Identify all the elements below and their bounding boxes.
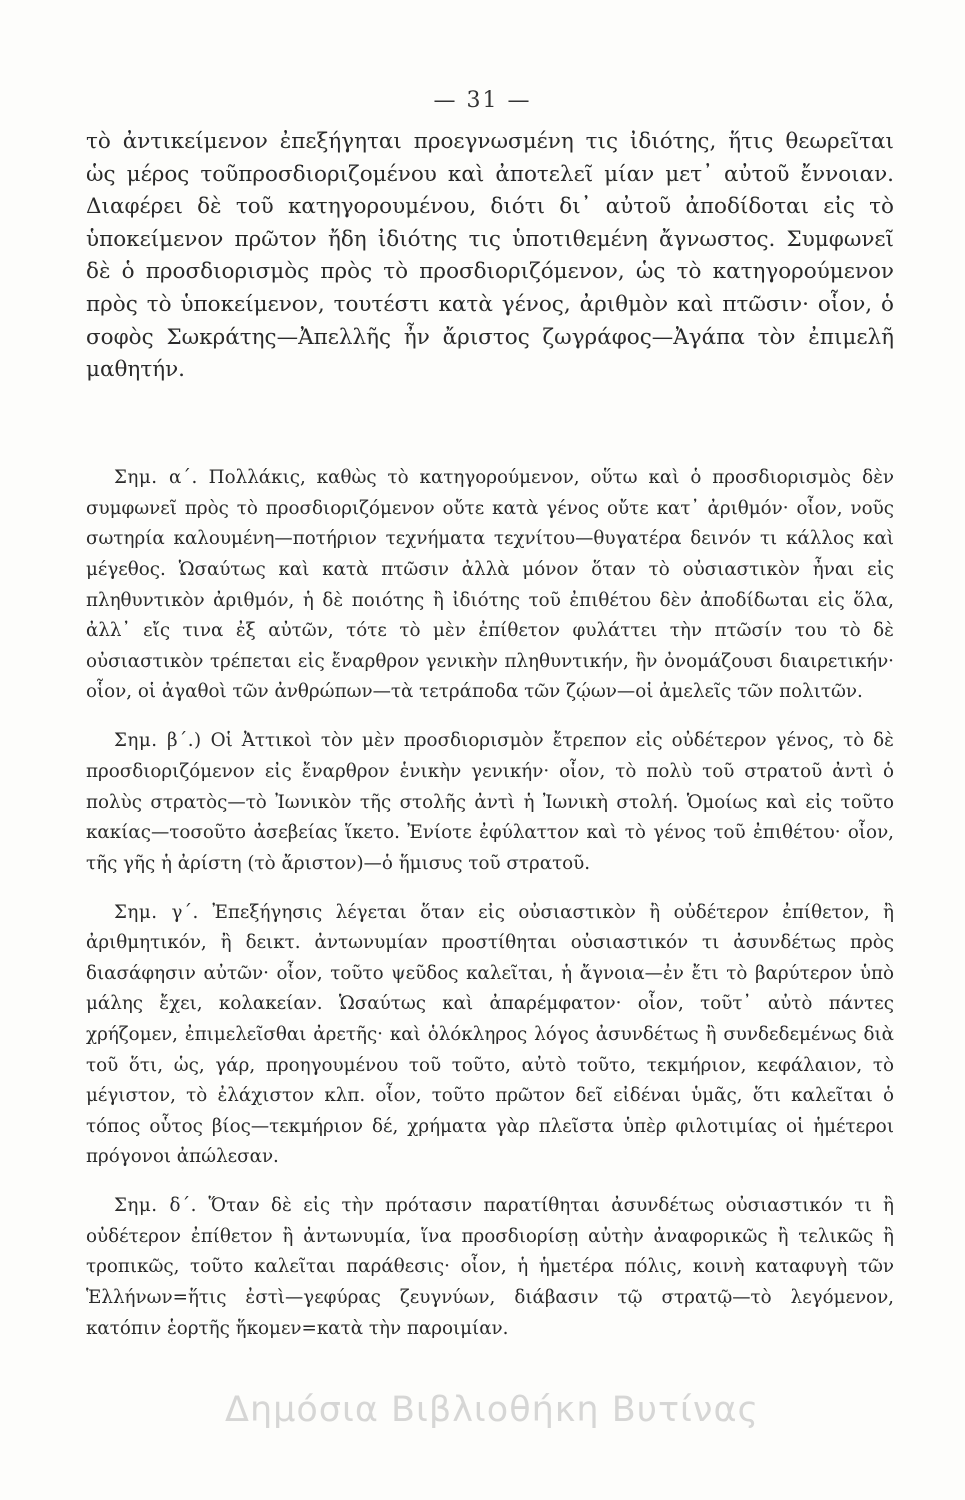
- main-text: τὸ ἀντικείμενον ἐπεξήγηται προεγνωσμένη τις ἰδιότης, ἥτις θεωρεῖται ὡς μέρος τοῦπροσδιοριζομένου καὶ ἀποτελεῖ μίαν μετ᾽ αὐτοῦ ἔννοιαν. Διαφέρει δὲ τοῦ κατηγορουμένου, διότι δι᾽ αὐτοῦ ἀποδίδοται εἰς τὸ ὑποκείμενον πρῶτον ἤδη ἰδιότης τις ὑποτιθεμένη ἄγνωστος. Συμφωνεῖ δὲ ὁ προσδιορισμὸς πρὸς τὸ προσδιοριζόμενον, ὡς τὸ κατηγορούμενον πρὸς τὸ ὑποκείμενον, τουτέστι κατὰ γένος, ἀριθμὸν καὶ πτῶσιν· οἷον, ὁ σοφὸς Σωκράτης—Ἀπελλῆς ἦν ἄριστος ζωγράφος—Ἀγάπα τὸν ἐπιμελῆ μαθητήν.: [86, 129, 894, 383]
- note-text: Οἱ Ἀττικοὶ τὸν μὲν προσδιορισμὸν ἔτρεπον εἰς οὐδέτερον γένος, τὸ δὲ προσδιοριζόμενον εἰς ἔναρθρον ἑνικὴν γενικήν· οἷον, τὸ πολὺ τοῦ στρατοῦ ἀντὶ ὁ πολὺς στρατὸς—τὸ Ἰωνικὸν τῆς στολῆς ἀντὶ ἡ Ἰωνικὴ στολή. Ὁμοίως καὶ εἰς τοῦτο κακίας—τοσοῦτο ἀσεβείας ἵκετο. Ἐνίοτε ἐφύλαττον καὶ τὸ γένος τοῦ ἐπιθέτου· οἷον, τῆς γῆς ἡ ἀρίστη (τὸ ἄριστον)—ὁ ἥμισυς τοῦ στρατοῦ.: [86, 730, 894, 874]
- library-watermark: Δημόσια Βιβλιοθήκη Βυτίνας: [225, 1390, 760, 1430]
- note-b: [86, 726, 894, 879]
- note-d: [86, 1191, 894, 1344]
- note-text: Ὅταν δὲ εἰς τὴν πρότασιν παρατίθηται ἀσυνδέτως οὐσιαστικόν τι ἢ οὐδέτερον ἐπίθετον ἢ ἀντωνυμία, ἵνα προσδιορίσῃ αὐτὴν ἀναφορικῶς ἢ τελικῶς ἢ τροπικῶς, τοῦτο καλεῖται παράθεσις· οἷον, ἡ ἡμετέρα πόλις, κοινὴ καταφυγὴ τῶν Ἑλλήνων=ἥτις ἐστὶ—γεφύρας ζευγνύων, διάβασιν τῷ στρατῷ—τὸ λεγόμενον, κατόπιν ἑορτῆς ἥκομεν=κατὰ τὴν παροιμίαν.: [86, 1195, 894, 1339]
- note-text: Πολλάκις, καθὼς τὸ κατηγορούμενον, οὕτω καὶ ὁ προσδιορισμὸς δὲν συμφωνεῖ πρὸς τὸ προσδιοριζόμενον οὔτε κατὰ γένος οὔτε κατ᾽ ἀριθμόν· οἷον, νοῦς σωτηρία καλουμένη—ποτήριον τεχνήματα τεχνίτου—θυγατέρα δεινόν τι κάλλος καὶ μέγεθος. Ὡσαύτως καὶ κατὰ πτῶσιν ἀλλὰ μόνον ὅταν τὸ οὐσιαστικὸν ἦναι εἰς πληθυντικὸν ἀριθμόν, ἡ δὲ ποιότης ἢ ἰδιότης τοῦ ἐπιθέτου δὲν ἀποδίδωται εἰς ὅλα, ἀλλ᾽ εἴς τινα ἐξ αὐτῶν, τότε τὸ μὲν ἐπίθετον φυλάττει τὴν πτῶσίν του τὸ δὲ οὐσιαστικὸν τρέπεται εἰς ἔναρθρον γενικὴν πληθυντικήν, ἣν ὀνομάζουσι διαιρετικήν· οἷον, οἱ ἀγαθοὶ τῶν ἀνθρώπων—τὰ τετράποδα τῶν ζῴων—οἱ ἀμελεῖς τῶν πολιτῶν.: [86, 467, 894, 703]
- notes-section: [86, 445, 894, 1363]
- note-text: Ἐπεξήγησις λέγεται ὅταν εἰς οὐσιαστικὸν ἢ οὐδέτερον ἐπίθετον, ἢ ἀριθμητικόν, ἢ δεικτ. ἀντωνυμίαν προστίθηται οὐσιαστικόν τι ἀσυνδέτως πρὸς διασάφησιν αὐτῶν· οἷον, τοῦτο ψεῦδος καλεῖται, ἡ ἄγνοια—ἐν ἔτι τὸ βαρύτερον ὑπὸ μάλης ἔχει, κολακείαν. Ὡσαύτως καὶ ἀπαρέμφατον· οἷον, τοῦτ᾽ αὐτὸ πάντες χρήζομεν, ἐπιμελεῖσθαι ἀρετῆς· καὶ ὁλόκληρος λόγος ἀσυνδέτως ἢ συνδεδεμένως διὰ τοῦ ὅτι, ὡς, γάρ, προηγουμένου τοῦ τοῦτο, αὐτὸ τοῦτο, τεκμήριον, κεφάλαιον, τὸ μέγιστον, τὸ ἐλάχιστον κλπ. οἷον, τοῦτο πρῶτον δεῖ εἰδέναι ὑμᾶς, ὅτι καλεῖται ὁ τόπος οὗτος βίος—τεκμήριον δέ, χρήματα γὰρ πλεῖστα ὑπὲρ φιλοτιμίας οἱ ἡμέτεροι πρόγονοι ἀπώλεσαν.: [86, 901, 895, 1168]
- note-label: Σημ. β´.): [114, 730, 202, 752]
- page-number: — 31 —: [433, 88, 532, 113]
- note-a: [86, 463, 894, 708]
- main-paragraph: [86, 126, 894, 387]
- note-label: Σημ. δ´.: [114, 1195, 197, 1217]
- note-c: [86, 898, 894, 1173]
- note-label: Σημ. γ´.: [114, 901, 199, 923]
- note-label: Σημ. α´.: [114, 467, 198, 489]
